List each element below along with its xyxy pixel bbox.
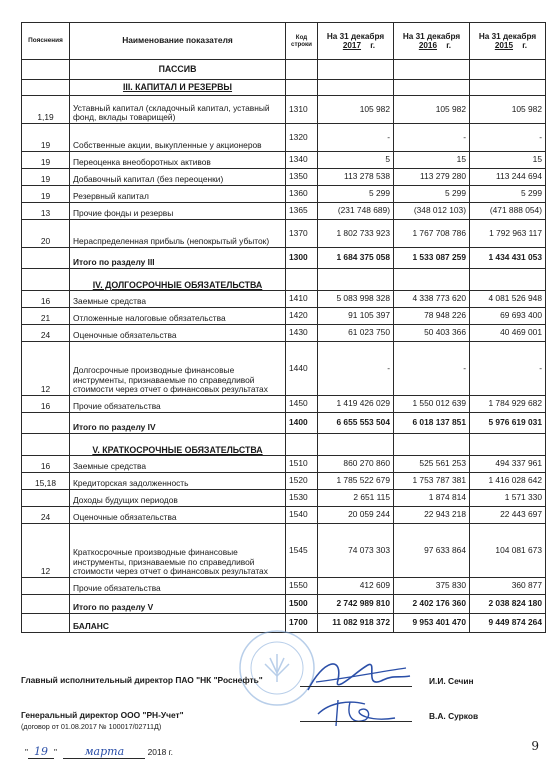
table-row bbox=[22, 325, 546, 342]
name-cell: Итого по разделу V bbox=[70, 595, 286, 614]
value-2016-cell: 1 753 787 381 bbox=[394, 473, 470, 490]
note-cell: 19 bbox=[22, 124, 70, 152]
value-2015-cell: 9 449 874 264 bbox=[470, 614, 546, 633]
gd-name: В.А. Сурков bbox=[429, 711, 479, 721]
code-cell: 1410 bbox=[286, 291, 318, 308]
value-2017-cell: 113 278 538 bbox=[318, 169, 394, 186]
col-2015-header: На 31 декабря 2015 г. bbox=[470, 23, 546, 60]
gd-signature bbox=[310, 692, 410, 732]
col-name-header: Наименование показателя bbox=[70, 23, 286, 60]
note-cell: 19 bbox=[22, 186, 70, 203]
gd-title: Генеральный директор ООО "РН-Учет" bbox=[21, 710, 184, 720]
value-2016-cell: 9 953 401 470 bbox=[394, 614, 470, 633]
code-cell: 1510 bbox=[286, 456, 318, 473]
value-2015-cell: 5 299 bbox=[470, 186, 546, 203]
note-cell bbox=[22, 578, 70, 595]
col-notes-header: Пояснения bbox=[22, 23, 70, 60]
name-cell: Прочие обязательства bbox=[70, 396, 286, 413]
note-cell bbox=[22, 614, 70, 633]
note-cell: 19 bbox=[22, 169, 70, 186]
value-2017-cell: 860 270 860 bbox=[318, 456, 394, 473]
value-2017-cell: 1 785 522 679 bbox=[318, 473, 394, 490]
value-2015-cell: - bbox=[470, 342, 546, 396]
table-row bbox=[22, 169, 546, 186]
table-row bbox=[22, 186, 546, 203]
empty-cell bbox=[22, 269, 70, 291]
table-row bbox=[22, 396, 546, 413]
value-2015-cell: 494 337 961 bbox=[470, 456, 546, 473]
table-row bbox=[22, 308, 546, 325]
value-2017-cell: 2 742 989 810 bbox=[318, 595, 394, 614]
code-cell: 1420 bbox=[286, 308, 318, 325]
code-cell: 1550 bbox=[286, 578, 318, 595]
value-2017-cell: 1 684 375 058 bbox=[318, 248, 394, 269]
gd-contract: (договор от 01.08.2017 № 100017/02711Д) bbox=[21, 722, 162, 731]
table-row bbox=[22, 456, 546, 473]
header-row bbox=[22, 23, 546, 60]
value-2017-cell: 74 073 303 bbox=[318, 524, 394, 578]
gd-sign-line bbox=[300, 721, 412, 722]
passiv-title: ПАССИВ bbox=[70, 60, 286, 80]
name-cell: Прочие обязательства bbox=[70, 578, 286, 595]
value-2015-cell: 69 693 400 bbox=[470, 308, 546, 325]
section-header-row bbox=[22, 434, 546, 456]
table-row bbox=[22, 96, 546, 124]
name-cell: Собственные акции, выкупленные у акционеров bbox=[70, 124, 286, 152]
code-cell: 1430 bbox=[286, 325, 318, 342]
note-cell bbox=[22, 413, 70, 434]
value-2017-cell: 105 982 bbox=[318, 96, 394, 124]
value-2017-cell: 412 609 bbox=[318, 578, 394, 595]
note-cell: 13 bbox=[22, 203, 70, 220]
name-cell: Уставный капитал (складочный капитал, уставный фонд, вклады товарищей) bbox=[70, 96, 286, 124]
value-2015-cell: 360 877 bbox=[470, 578, 546, 595]
name-cell: Резервный капитал bbox=[70, 186, 286, 203]
name-cell: Добавочный капитал (без переоценки) bbox=[70, 169, 286, 186]
section-title: V. КРАТКОСРОЧНЫЕ ОБЯЗАТЕЛЬСТВА bbox=[70, 434, 286, 456]
value-2017-cell: 1 802 733 923 bbox=[318, 220, 394, 248]
code-cell: 1700 bbox=[286, 614, 318, 633]
name-cell: Долгосрочные производные финансовые инструменты, признаваемые по справедливой стоимости через отчет о финансовых результатах bbox=[70, 342, 286, 396]
code-cell: 1300 bbox=[286, 248, 318, 269]
value-2016-cell: - bbox=[394, 342, 470, 396]
value-2015-cell: 1 571 330 bbox=[470, 490, 546, 507]
code-cell: 1310 bbox=[286, 96, 318, 124]
value-2016-cell: (348 012 103) bbox=[394, 203, 470, 220]
value-2015-cell: 1 784 929 682 bbox=[470, 396, 546, 413]
empty-cell bbox=[22, 434, 70, 456]
note-cell: 24 bbox=[22, 325, 70, 342]
table-row bbox=[22, 507, 546, 524]
code-cell: 1540 bbox=[286, 507, 318, 524]
empty-cell bbox=[394, 434, 470, 456]
value-2015-cell: 104 081 673 bbox=[470, 524, 546, 578]
value-2015-cell: 2 038 824 180 bbox=[470, 595, 546, 614]
code-cell: 1500 bbox=[286, 595, 318, 614]
value-2015-cell: 5 976 619 031 bbox=[470, 413, 546, 434]
note-cell bbox=[22, 248, 70, 269]
value-2015-cell: 105 982 bbox=[470, 96, 546, 124]
value-2017-cell: 5 299 bbox=[318, 186, 394, 203]
value-2015-cell: 1 416 028 642 bbox=[470, 473, 546, 490]
section-title: IV. ДОЛГОСРОЧНЫЕ ОБЯЗАТЕЛЬСТВА bbox=[70, 269, 286, 291]
table-row bbox=[22, 248, 546, 269]
value-2015-cell: 1 792 963 117 bbox=[470, 220, 546, 248]
note-cell: 1,19 bbox=[22, 96, 70, 124]
name-cell: Отложенные налоговые обязательства bbox=[70, 308, 286, 325]
value-2016-cell: 4 338 773 620 bbox=[394, 291, 470, 308]
note-cell bbox=[22, 490, 70, 507]
empty-cell bbox=[318, 269, 394, 291]
table-row bbox=[22, 413, 546, 434]
empty-cell bbox=[318, 434, 394, 456]
name-cell: Кредиторская задолженность bbox=[70, 473, 286, 490]
value-2015-cell: 22 443 697 bbox=[470, 507, 546, 524]
value-2017-cell: 5 bbox=[318, 152, 394, 169]
date-month: марта bbox=[63, 745, 145, 759]
code-cell: 1320 bbox=[286, 124, 318, 152]
section-header-row bbox=[22, 269, 546, 291]
value-2016-cell: 113 279 280 bbox=[394, 169, 470, 186]
note-cell: 16 bbox=[22, 456, 70, 473]
note-cell: 16 bbox=[22, 291, 70, 308]
table-row bbox=[22, 291, 546, 308]
name-cell: Заемные средства bbox=[70, 291, 286, 308]
value-2017-cell: 5 083 998 328 bbox=[318, 291, 394, 308]
code-cell: 1520 bbox=[286, 473, 318, 490]
date-year: 2018 г. bbox=[147, 747, 173, 757]
name-cell: Краткосрочные производные финансовые инструменты, признаваемые по справедливой стоимости через отчет о финансовых результатах bbox=[70, 524, 286, 578]
sign-date: " 19 " марта 2018 г. bbox=[25, 745, 173, 758]
note-cell: 15,18 bbox=[22, 473, 70, 490]
code-cell: 1545 bbox=[286, 524, 318, 578]
table-row bbox=[22, 152, 546, 169]
value-2016-cell: 1 767 708 786 bbox=[394, 220, 470, 248]
value-2016-cell: 50 403 366 bbox=[394, 325, 470, 342]
name-cell: Заемные средства bbox=[70, 456, 286, 473]
value-2015-cell: 1 434 431 053 bbox=[470, 248, 546, 269]
value-2017-cell: - bbox=[318, 124, 394, 152]
value-2016-cell: 6 018 137 851 bbox=[394, 413, 470, 434]
value-2017-cell: - bbox=[318, 342, 394, 396]
name-cell: Нераспределенная прибыль (непокрытый убыток) bbox=[70, 220, 286, 248]
note-cell: 21 bbox=[22, 308, 70, 325]
name-cell: Итого по разделу III bbox=[70, 248, 286, 269]
value-2016-cell: 1 533 087 259 bbox=[394, 248, 470, 269]
code-cell: 1360 bbox=[286, 186, 318, 203]
name-cell: Оценочные обязательства bbox=[70, 507, 286, 524]
value-2015-cell: 15 bbox=[470, 152, 546, 169]
value-2017-cell: 6 655 553 504 bbox=[318, 413, 394, 434]
name-cell: Доходы будущих периодов bbox=[70, 490, 286, 507]
name-cell: Итого по разделу IV bbox=[70, 413, 286, 434]
col-code-header: Код строки bbox=[286, 23, 318, 60]
value-2016-cell: 78 948 226 bbox=[394, 308, 470, 325]
note-cell: 16 bbox=[22, 396, 70, 413]
value-2016-cell: - bbox=[394, 124, 470, 152]
empty-cell bbox=[286, 269, 318, 291]
code-cell: 1350 bbox=[286, 169, 318, 186]
code-cell: 1530 bbox=[286, 490, 318, 507]
value-2015-cell: 40 469 001 bbox=[470, 325, 546, 342]
name-cell: Прочие фонды и резервы bbox=[70, 203, 286, 220]
value-2017-cell: 61 023 750 bbox=[318, 325, 394, 342]
value-2015-cell: 4 081 526 948 bbox=[470, 291, 546, 308]
table-row bbox=[22, 473, 546, 490]
value-2016-cell: 22 943 218 bbox=[394, 507, 470, 524]
value-2016-cell: 1 550 012 639 bbox=[394, 396, 470, 413]
balance-sheet-table bbox=[21, 22, 546, 633]
name-cell: Оценочные обязательства bbox=[70, 325, 286, 342]
value-2017-cell: 2 651 115 bbox=[318, 490, 394, 507]
value-2016-cell: 1 874 814 bbox=[394, 490, 470, 507]
value-2017-cell: 11 082 918 372 bbox=[318, 614, 394, 633]
value-2016-cell: 2 402 176 360 bbox=[394, 595, 470, 614]
note-cell: 19 bbox=[22, 152, 70, 169]
note-cell: 20 bbox=[22, 220, 70, 248]
ceo-title: Главный исполнительный директор ПАО "НК "Роснефть" bbox=[21, 675, 263, 685]
date-day: 19 bbox=[28, 745, 54, 759]
code-cell: 1450 bbox=[286, 396, 318, 413]
name-cell: БАЛАНС bbox=[70, 614, 286, 633]
value-2017-cell: 91 105 397 bbox=[318, 308, 394, 325]
name-cell: Переоценка внеоборотных активов bbox=[70, 152, 286, 169]
note-cell bbox=[22, 595, 70, 614]
note-cell: 24 bbox=[22, 507, 70, 524]
table-row bbox=[22, 342, 546, 396]
col-2016-header: На 31 декабря 2016 г. bbox=[394, 23, 470, 60]
table-row bbox=[22, 203, 546, 220]
col-2017-header: На 31 декабря 2017 г. bbox=[318, 23, 394, 60]
value-2016-cell: 105 982 bbox=[394, 96, 470, 124]
value-2016-cell: 15 bbox=[394, 152, 470, 169]
value-2017-cell: 20 059 244 bbox=[318, 507, 394, 524]
passiv-title-row bbox=[22, 60, 546, 80]
code-cell: 1440 bbox=[286, 342, 318, 396]
code-cell: 1370 bbox=[286, 220, 318, 248]
value-2017-cell: 1 419 426 029 bbox=[318, 396, 394, 413]
table-row bbox=[22, 124, 546, 152]
table-row bbox=[22, 524, 546, 578]
value-2016-cell: 375 830 bbox=[394, 578, 470, 595]
value-2016-cell: 97 633 864 bbox=[394, 524, 470, 578]
table-row bbox=[22, 595, 546, 614]
ceo-sign-line bbox=[300, 686, 412, 687]
value-2016-cell: 5 299 bbox=[394, 186, 470, 203]
empty-cell bbox=[286, 434, 318, 456]
code-cell: 1365 bbox=[286, 203, 318, 220]
value-2017-cell: (231 748 689) bbox=[318, 203, 394, 220]
section-3-row bbox=[22, 80, 546, 96]
note-cell: 12 bbox=[22, 524, 70, 578]
value-2015-cell: - bbox=[470, 124, 546, 152]
note-cell: 12 bbox=[22, 342, 70, 396]
ceo-name: И.И. Сечин bbox=[429, 676, 474, 686]
empty-cell bbox=[394, 269, 470, 291]
page-number: 9 bbox=[531, 739, 539, 753]
section-3-title: III. КАПИТАЛ И РЕЗЕРВЫ bbox=[70, 80, 286, 96]
value-2015-cell: 113 244 694 bbox=[470, 169, 546, 186]
value-2016-cell: 525 561 253 bbox=[394, 456, 470, 473]
table-row bbox=[22, 578, 546, 595]
code-cell: 1340 bbox=[286, 152, 318, 169]
table-row bbox=[22, 490, 546, 507]
empty-cell bbox=[470, 434, 546, 456]
code-cell: 1400 bbox=[286, 413, 318, 434]
empty-cell bbox=[470, 269, 546, 291]
value-2015-cell: (471 888 054) bbox=[470, 203, 546, 220]
table-row bbox=[22, 220, 546, 248]
